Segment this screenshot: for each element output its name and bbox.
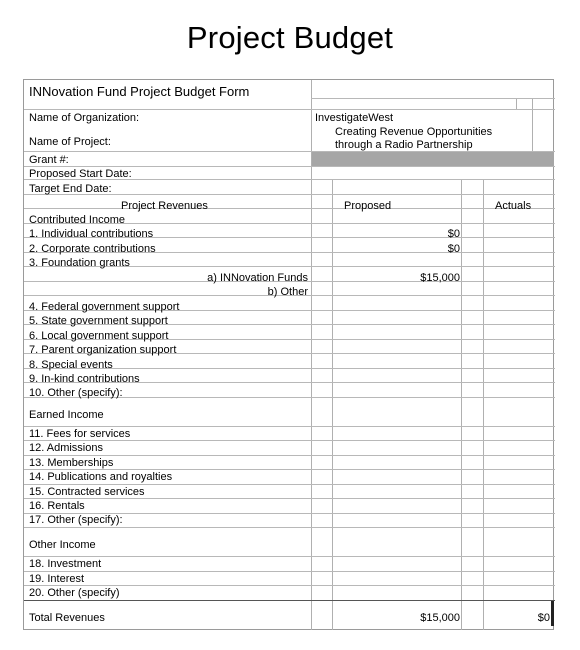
- row-label: 14. Publications and royalties: [29, 471, 173, 483]
- row-label: 20. Other (specify): [29, 587, 120, 599]
- row-sublabel: a) INNovation Funds: [207, 272, 308, 284]
- project-label: Name of Project:: [29, 136, 111, 148]
- row-label: 5. State government support: [29, 315, 168, 327]
- grant-label: Grant #:: [29, 154, 69, 166]
- row-divider: [24, 455, 555, 456]
- row-label: 17. Other (specify):: [29, 514, 123, 526]
- row-sublabel: b) Other: [267, 286, 308, 298]
- row-label: 18. Investment: [29, 558, 102, 570]
- row-label: 7. Parent organization support: [29, 344, 177, 356]
- row-divider: [24, 571, 555, 572]
- section-earned-income: Earned Income: [29, 409, 104, 421]
- row-divider: [24, 109, 555, 110]
- row-label: 3. Foundation grants: [29, 257, 130, 269]
- row-label: 4. Federal government support: [29, 301, 180, 313]
- row-divider: [24, 208, 555, 209]
- row-divider: [311, 98, 555, 99]
- column-divider: [532, 98, 533, 152]
- row-divider: [24, 527, 555, 528]
- row-divider: [24, 426, 555, 427]
- row-label: 6. Local government support: [29, 330, 169, 342]
- organization-value: InvestigateWest: [315, 112, 394, 124]
- column-divider: [461, 179, 462, 630]
- row-label: 2. Corporate contributions: [29, 243, 156, 255]
- cell-edge-marker: [551, 601, 554, 626]
- row-divider: [24, 484, 555, 485]
- column-divider: [332, 179, 333, 630]
- page-title: Project Budget: [186, 20, 394, 55]
- row-label: 1. Individual contributions: [29, 228, 154, 240]
- row-label: 8. Special events: [29, 359, 113, 371]
- organization-label: Name of Organization:: [29, 112, 140, 124]
- row-label: 11. Fees for services: [29, 428, 131, 440]
- row-divider: [24, 556, 555, 557]
- total-proposed-value: $15,000: [420, 612, 460, 624]
- column-divider: [483, 179, 484, 630]
- section-contributed-income: Contributed Income: [29, 214, 125, 226]
- row-label: 16. Rentals: [29, 500, 85, 512]
- actuals-column-header: Actuals: [495, 200, 532, 212]
- total-revenues-label: Total Revenues: [29, 612, 105, 624]
- form-heading: INNovation Fund Project Budget Form: [29, 84, 250, 99]
- section-other-income: Other Income: [29, 539, 96, 551]
- total-divider: [24, 600, 555, 601]
- revenues-column-header: Project Revenues: [121, 200, 208, 212]
- project-value-line1: Creating Revenue Opportunities: [335, 126, 493, 138]
- budget-form-sheet: [23, 79, 554, 630]
- total-actuals-value: $0: [537, 612, 550, 624]
- project-value-line2: through a Radio Partnership: [335, 139, 473, 151]
- row-label: 15. Contracted services: [29, 486, 145, 498]
- proposed-value: $0: [447, 228, 460, 240]
- proposed-value: $0: [447, 243, 460, 255]
- end-date-label: Target End Date:: [29, 183, 112, 195]
- proposed-value: $15,000: [420, 272, 460, 284]
- grant-number-field[interactable]: [312, 152, 554, 166]
- row-label: 19. Interest: [29, 573, 85, 585]
- row-divider: [24, 166, 555, 167]
- row-label: 10. Other (specify):: [29, 387, 123, 399]
- row-divider: [24, 585, 555, 586]
- row-label: 9. In-kind contributions: [29, 373, 140, 385]
- row-label: 12. Admissions: [29, 442, 103, 454]
- start-date-label: Proposed Start Date:: [29, 168, 132, 180]
- proposed-column-header: Proposed: [344, 200, 392, 212]
- row-label: 13. Memberships: [29, 457, 114, 469]
